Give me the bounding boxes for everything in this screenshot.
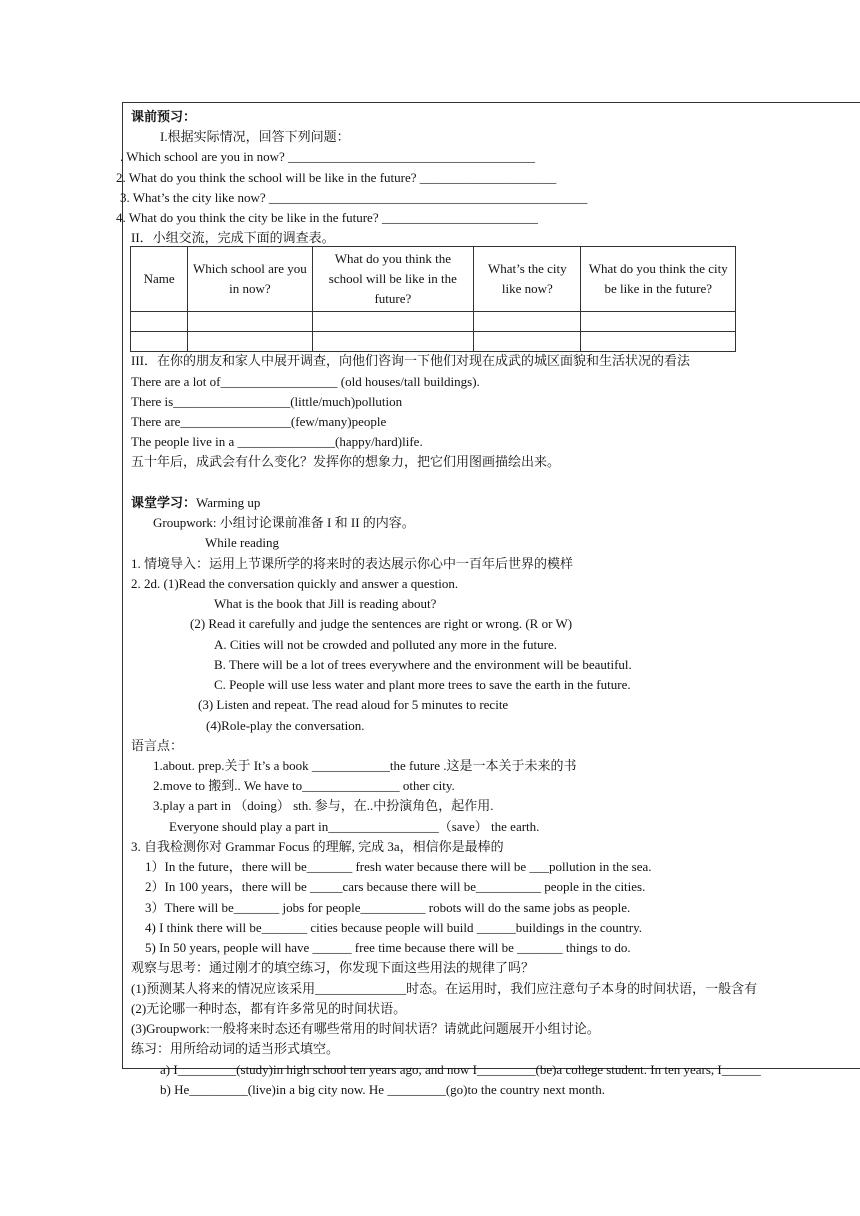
- exercise-a: a) I_________(study)in high school ten years ago, and now I_________(be)a college student. In ten years, I______: [160, 1062, 761, 1077]
- exercise-b: b) He_________(live)in a big city now. He _________(go)to the country next month.: [160, 1082, 606, 1097]
- survey-table: [130, 246, 736, 352]
- step-2-part2: (2) Read it carefully and judge the sentences are right or wrong. (R or W): [190, 616, 573, 631]
- question-2: 2. What do you think the school will be like in the future? _____________________: [116, 170, 557, 185]
- step-2-question: What is the book that Jill is reading about?: [214, 596, 437, 611]
- observation-2: (2)无论哪一种时态，都有许多常见的时间状语。: [131, 1001, 407, 1016]
- part1-title: I.根据实际情况，回答下列问题：: [160, 129, 350, 144]
- class-heading: 课堂学习：: [131, 495, 197, 510]
- question-3: 3. What’s the city like now? _________________________________________________: [120, 190, 588, 205]
- step-2-part4: (4)Role-play the conversation.: [206, 718, 365, 733]
- language-point-3: 3.play a part in （doing） sth. 参与，在..中扮演角色，起作用.: [153, 798, 494, 813]
- grammar-3: 3）There will be_______ jobs for people__________ robots will do the same jobs as people.: [145, 900, 631, 915]
- survey-sentence-3: There are_________________(few/many)people: [131, 414, 387, 429]
- table-row: [131, 332, 736, 352]
- table-cell[interactable]: [474, 312, 581, 332]
- survey-sentence-4: The people live in a _______________(happy/hard)life.: [131, 434, 423, 449]
- language-point-2: 2.move to 搬到.. We have to_______________ other city.: [153, 778, 455, 793]
- table-cell[interactable]: [474, 332, 581, 352]
- step-2: 2. 2d. (1)Read the conversation quickly and answer a question.: [131, 576, 459, 591]
- table-cell[interactable]: [581, 312, 736, 332]
- part3-title: III．在你的朋友和家人中展开调查，向他们咨询一下他们对现在成武的城区面貌和生活状况的看法: [131, 353, 690, 368]
- table-cell[interactable]: [131, 332, 188, 352]
- table-cell[interactable]: [131, 312, 188, 332]
- step-2-part3: (3) Listen and repeat. The read aloud for 5 minutes to recite: [198, 697, 509, 712]
- header-name: Name: [131, 247, 188, 312]
- option-a: A. Cities will not be crowded and polluted any more in the future.: [214, 637, 557, 652]
- class-heading-line: [131, 494, 260, 512]
- step-1: 1. 情境导入：运用上节课所学的将来时的表达展示你心中一百年后世界的模样: [131, 556, 574, 571]
- survey-sentence-1: There are a lot of__________________ (old houses/tall buildings).: [131, 374, 480, 389]
- imagination-task: 五十年后，成武会有什么变化？发挥你的想象力，把它们用图画描绘出来。: [131, 454, 561, 469]
- observation-1: (1)预测某人将来的情况应该采用______________时态。在运用时，我们应注意句子本身的时间状语，一般含有: [131, 981, 758, 996]
- table-cell[interactable]: [188, 312, 312, 332]
- warming-up: Warming up: [196, 495, 261, 510]
- question-4: 4. What do you think the city be like in the future? ________________________: [116, 210, 538, 225]
- survey-sentence-2: There is__________________(little/much)pollution: [131, 394, 403, 409]
- groupwork-line: Groupwork: 小组讨论课前准备 I 和 II 的内容。: [153, 515, 415, 530]
- table-cell[interactable]: [312, 312, 474, 332]
- part2-title: II．小组交流，完成下面的调查表。: [131, 230, 335, 245]
- observation-title: 观察与思考：通过刚才的填空练习，你发现下面这些用法的规律了吗？: [131, 960, 535, 975]
- grammar-1: 1）In the future，there will be_______ fresh water because there will be ___pollution in the sea.: [145, 859, 652, 874]
- table-cell[interactable]: [312, 332, 474, 352]
- step-3: 3. 自我检测你对 Grammar Focus 的理解, 完成 3a，相信你是最棒的: [131, 839, 504, 854]
- table-cell[interactable]: [188, 332, 312, 352]
- header-school-future: What do you think the school will be like in the future?: [312, 247, 474, 312]
- option-b: B. There will be a lot of trees everywhere and the environment will be beautiful.: [214, 657, 632, 672]
- header-city-future: What do you think the city be like in the future?: [581, 247, 736, 312]
- preview-heading: 课前预习：: [131, 109, 197, 124]
- table-cell[interactable]: [581, 332, 736, 352]
- grammar-4: 4) I think there will be_______ cities because people will build ______buildings in the country.: [145, 920, 643, 935]
- grammar-2: 2）In 100 years，there will be _____cars because there will be__________ people in the cities.: [145, 879, 646, 894]
- header-city-now: What’s the city like now?: [474, 247, 581, 312]
- language-point-3-example: Everyone should play a part in_________________（save） the earth.: [169, 819, 540, 834]
- while-reading: While reading: [205, 535, 279, 550]
- language-points-title: 语言点：: [131, 738, 184, 753]
- exercise-title: 练习：用所给动词的适当形式填空。: [131, 1041, 340, 1056]
- table-row: [131, 312, 736, 332]
- option-c: C. People will use less water and plant more trees to save the earth in the future.: [214, 677, 631, 692]
- observation-3: (3)Groupwork:一般将来时态还有哪些常用的时间状语？请就此问题展开小组讨论。: [131, 1021, 600, 1036]
- question-1: . Which school are you in now? ______________________________________: [120, 149, 535, 164]
- grammar-5: 5) In 50 years, people will have ______ free time because there will be _______ things to do.: [145, 940, 631, 955]
- header-school-now: Which school are you in now?: [188, 247, 312, 312]
- language-point-1: 1.about. prep.关于 It’s a book ____________the future .这是一本关于未来的书: [153, 758, 577, 773]
